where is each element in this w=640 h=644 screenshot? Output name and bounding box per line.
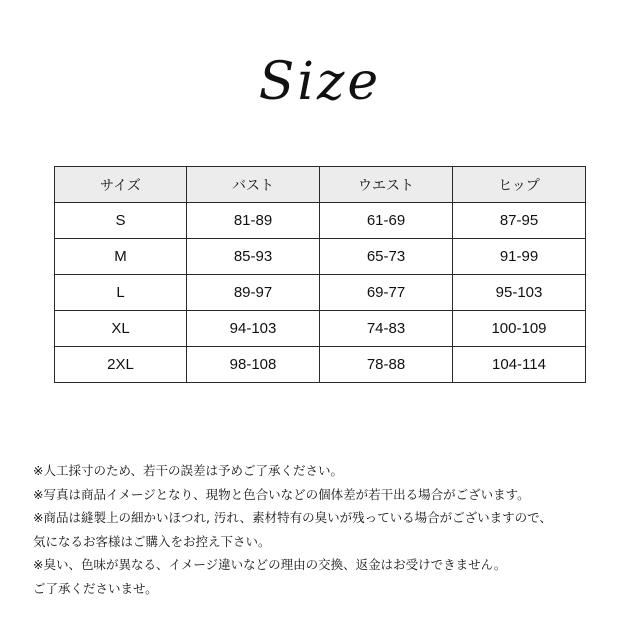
table-row — [55, 275, 586, 311]
waist-cell: 65-73 — [320, 239, 453, 275]
bust-cell: 89-97 — [187, 275, 320, 311]
note-line: ※人工採寸のため、若干の誤差は予めご了承ください。 — [33, 463, 343, 478]
note-line: ご了承くださいませ。 — [33, 580, 158, 596]
size-cell: XL — [55, 311, 187, 347]
header-size: サイズ — [55, 167, 187, 203]
waist-cell: 74-83 — [320, 311, 453, 347]
waist-cell: 78-88 — [320, 347, 453, 383]
bust-cell: 98-108 — [187, 347, 320, 383]
header-waist: ウエスト — [320, 167, 453, 203]
table-row — [55, 203, 586, 239]
header-bust: バスト — [187, 167, 320, 203]
table-row — [55, 239, 586, 275]
size-table — [54, 166, 586, 383]
table-header-row — [55, 167, 586, 203]
bust-cell: 94-103 — [187, 311, 320, 347]
hip-cell: 104-114 — [453, 347, 586, 383]
size-cell: L — [55, 275, 187, 311]
header-hip: ヒップ — [453, 167, 586, 203]
note-line: ※商品は縫製上の細かいほつれ, 汚れ、素材特有の臭いが残っている場合がございますので、 — [33, 510, 552, 526]
hip-cell: 91-99 — [453, 239, 586, 275]
bust-cell: 85-93 — [187, 239, 320, 275]
size-cell: M — [55, 239, 187, 275]
size-cell: 2XL — [55, 347, 187, 383]
note-line: ※臭い、色味が異なる、イメージ違いなどの理由の交換、返金はお受けできません。 — [33, 557, 507, 573]
hip-cell: 95-103 — [453, 275, 586, 311]
note-line: ※写真は商品イメージとなり、現物と色合いなどの個体差が若干出る場合がございます。 — [33, 486, 530, 502]
hip-cell: 100-109 — [453, 311, 586, 347]
size-cell: S — [55, 203, 187, 239]
table-row — [55, 347, 586, 383]
bust-cell: 81-89 — [187, 203, 320, 239]
waist-cell: 61-69 — [320, 203, 453, 239]
table-row — [55, 311, 586, 347]
notes — [33, 459, 623, 601]
waist-cell: 69-77 — [320, 275, 453, 311]
hip-cell: 87-95 — [453, 203, 586, 239]
page-title: Size — [258, 52, 382, 112]
note-line: 気になるお客様はご購入をお控え下さい。 — [33, 533, 271, 549]
